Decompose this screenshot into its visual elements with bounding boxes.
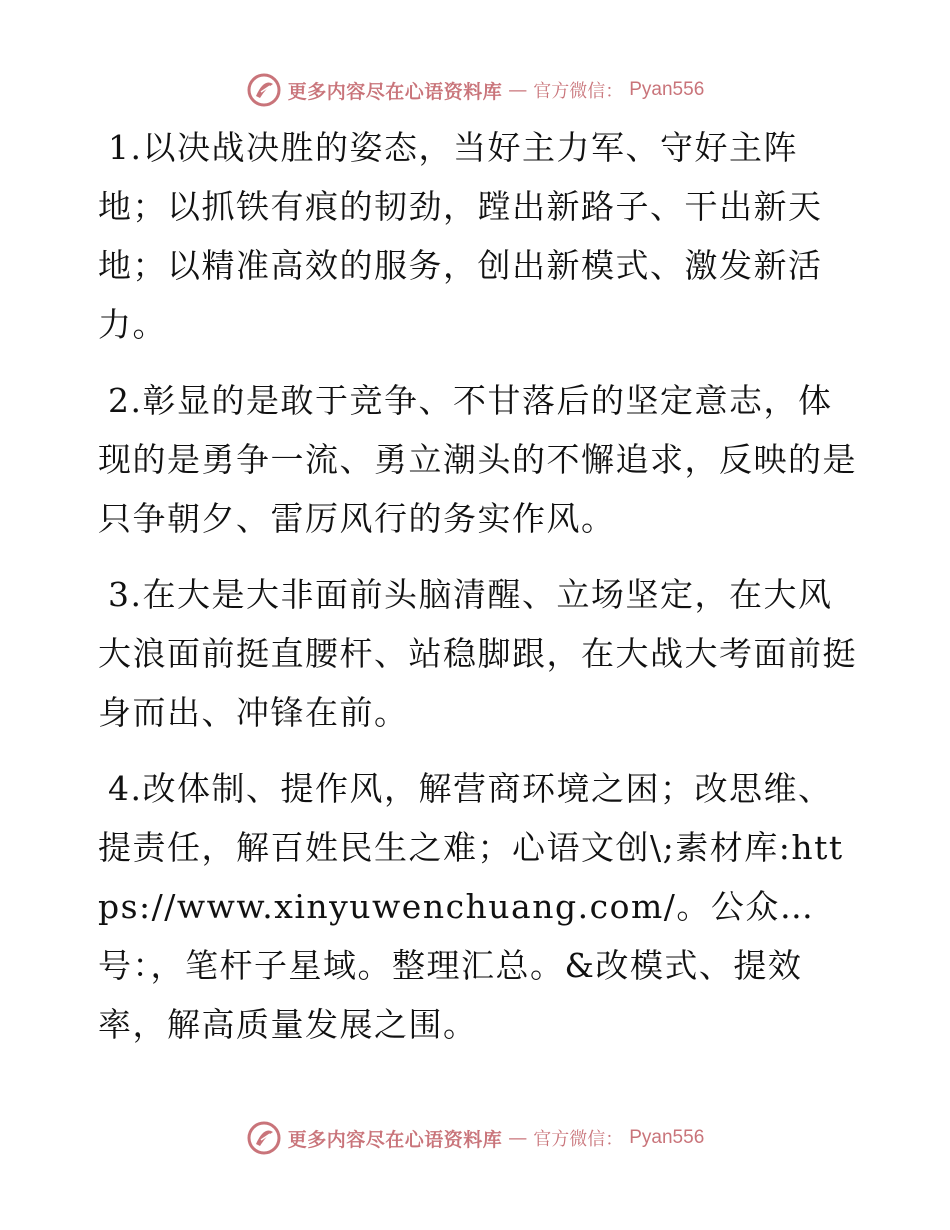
- red-seal-logo-icon: [246, 72, 282, 108]
- red-seal-logo-icon: [246, 1120, 282, 1156]
- header-watermark: [0, 70, 950, 110]
- watermark-wechat-label: 官方微信：: [533, 81, 624, 102]
- document-body: [98, 118, 858, 1071]
- watermark-wechat-id: Pyan556: [629, 79, 705, 100]
- paragraph-2: 2.彰显的是敢于竞争、不甘落后的坚定意志，体现的是勇争一流、勇立潮头的不懈追求，反映的是只争朝夕、雷厉风行的务实作风。: [98, 381, 857, 538]
- watermark-wechat-id: Pyan556: [629, 1127, 705, 1148]
- watermark-site-text: 更多内容尽在心语资料库: [287, 80, 503, 103]
- watermark-dash: —: [508, 1127, 528, 1149]
- paragraph-1: 1.以决战决胜的姿态，当好主力军、守好主阵地；以抓铁有痕的韧劲，蹚出新路子、干出新天地；以精准高效的服务，创出新模式、激发新活力。: [98, 128, 823, 344]
- watermark-dash: —: [508, 79, 528, 101]
- watermark-wechat-label: 官方微信：: [533, 1129, 624, 1150]
- paragraph-4: 4.改体制、提作风，解营商环境之困；改思维、提责任，解百姓民生之难；心语文创\;素材库:https://www.xinyuwenchuang.com/。公众…号：，笔杆子星域。整理汇总。&改模式、提效率，解高质量发展之围。: [98, 769, 844, 1044]
- paragraph-3: 3.在大是大非面前头脑清醒、立场坚定，在大风大浪面前挺直腰杆、站稳脚跟，在大战大考面前挺身而出、冲锋在前。: [98, 575, 857, 732]
- watermark-site-text: 更多内容尽在心语资料库: [287, 1128, 503, 1151]
- footer-watermark: [0, 1118, 950, 1158]
